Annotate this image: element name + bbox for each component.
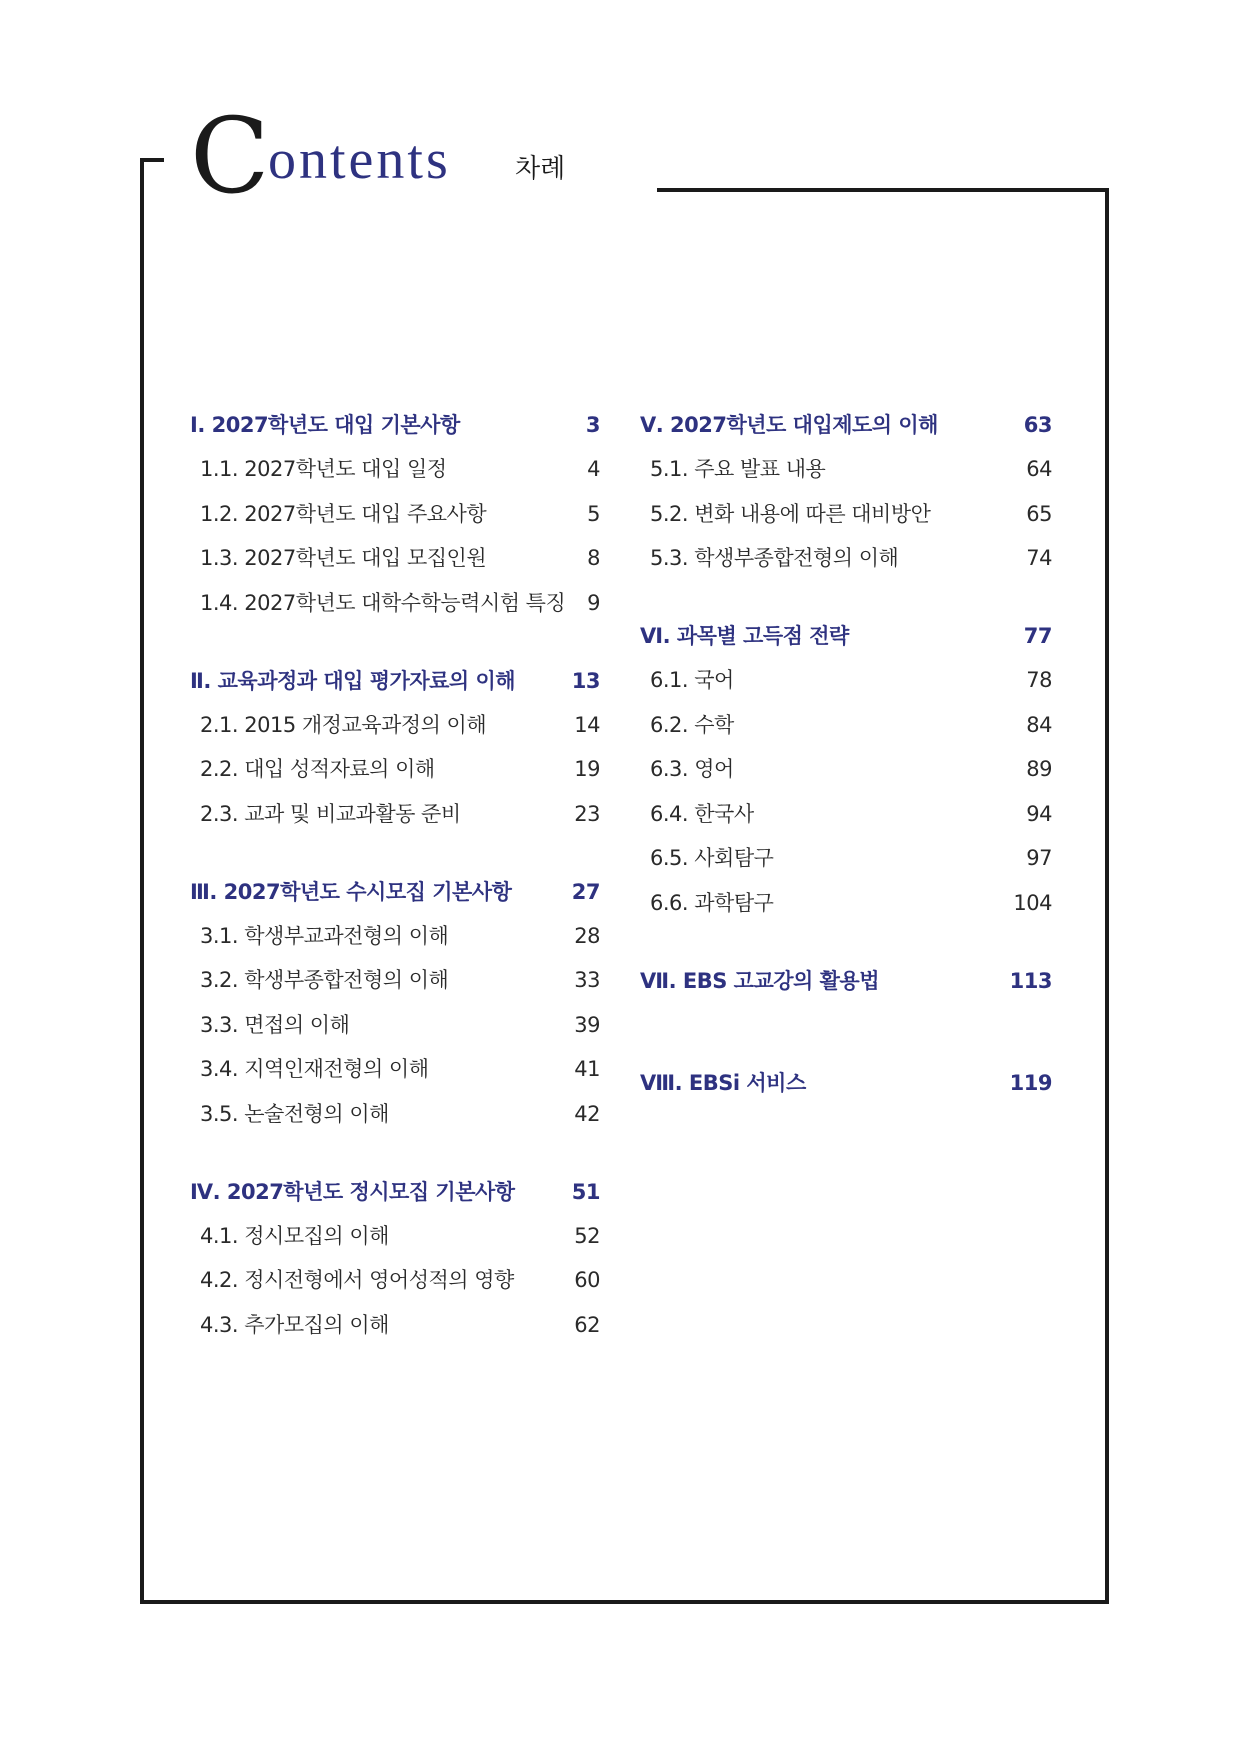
toc-item[interactable] <box>190 710 600 740</box>
chapter-page: 113 <box>1009 968 1052 993</box>
frame-right-border <box>1105 188 1109 1604</box>
item-title: 1.2. 2027학년도 대입 주요사항 <box>200 501 487 526</box>
item-page: 60 <box>574 1268 600 1292</box>
item-page: 33 <box>574 968 600 992</box>
frame-top-right-border <box>657 188 1109 192</box>
chapter-page: 13 <box>571 668 600 693</box>
toc-item[interactable] <box>190 454 600 484</box>
item-page: 4 <box>587 457 600 481</box>
toc-item[interactable] <box>190 921 600 951</box>
item-title: 3.4. 지역인재전형의 이해 <box>200 1057 429 1081</box>
item-title: 4.1. 정시모집의 이해 <box>200 1223 389 1248</box>
toc-section <box>190 877 600 1129</box>
chapter-page: 51 <box>571 1179 600 1204</box>
item-page: 89 <box>1026 757 1052 781</box>
toc-item[interactable] <box>190 799 600 829</box>
item-title: 6.5. 사회탐구 <box>650 846 774 870</box>
item-page: 65 <box>1026 501 1052 526</box>
item-title: 2.2. 대입 성적자료의 이해 <box>200 757 435 781</box>
toc-item[interactable] <box>640 799 1052 829</box>
toc-section <box>640 966 1052 996</box>
toc-item[interactable] <box>640 754 1052 784</box>
chapter-page: 119 <box>1009 1070 1052 1095</box>
item-title: 4.2. 정시전형에서 영어성적의 영향 <box>200 1268 514 1292</box>
item-page: 94 <box>1026 801 1052 826</box>
toc-section <box>640 1068 1052 1098</box>
title-initial: C <box>190 95 270 217</box>
item-title: 3.5. 논술전형의 이해 <box>200 1101 389 1126</box>
toc-item[interactable] <box>640 888 1052 918</box>
chapter-row[interactable] <box>640 1068 1052 1098</box>
chapter-row[interactable] <box>190 1177 600 1207</box>
chapter-row[interactable] <box>640 621 1052 651</box>
item-title: 4.3. 추가모집의 이해 <box>200 1312 389 1337</box>
chapter-title: Ⅴ. 2027학년도 대입제도의 이해 <box>640 413 938 437</box>
toc-item[interactable] <box>640 665 1052 695</box>
item-page: 14 <box>574 712 600 737</box>
toc-item[interactable] <box>190 1265 600 1295</box>
chapter-title: Ⅰ. 2027학년도 대입 기본사항 <box>190 413 460 437</box>
toc-section <box>190 410 600 618</box>
toc-section <box>640 621 1052 918</box>
chapter-row[interactable] <box>190 877 600 907</box>
chapter-page: 3 <box>585 413 600 437</box>
item-page: 74 <box>1026 546 1052 570</box>
item-page: 42 <box>574 1101 600 1126</box>
item-page: 23 <box>574 801 600 826</box>
chapter-page: 27 <box>571 879 600 904</box>
item-page: 28 <box>574 923 600 948</box>
item-page: 5 <box>587 501 600 526</box>
item-page: 104 <box>1013 890 1052 915</box>
chapter-page: 77 <box>1023 624 1052 648</box>
chapter-title: Ⅷ. EBSi 서비스 <box>640 1070 806 1095</box>
toc-section <box>640 410 1052 573</box>
chapter-row[interactable] <box>190 410 600 440</box>
chapter-title: Ⅲ. 2027학년도 수시모집 기본사항 <box>190 879 512 904</box>
item-page: 41 <box>574 1057 600 1081</box>
chapter-row[interactable] <box>640 410 1052 440</box>
item-page: 39 <box>574 1012 600 1037</box>
chapter-title: Ⅵ. 과목별 고득점 전략 <box>640 624 849 648</box>
toc-item[interactable] <box>190 588 600 618</box>
toc-item[interactable] <box>640 454 1052 484</box>
toc-left-column <box>190 410 600 1388</box>
item-page: 64 <box>1026 457 1052 481</box>
item-title: 3.3. 면접의 이해 <box>200 1012 350 1037</box>
item-title: 3.2. 학생부종합전형의 이해 <box>200 968 449 992</box>
toc-item[interactable] <box>190 1099 600 1129</box>
title-rest: ontents <box>268 129 451 191</box>
item-page: 62 <box>574 1312 600 1337</box>
toc-item[interactable] <box>190 1221 600 1251</box>
item-title: 3.1. 학생부교과전형의 이해 <box>200 923 449 948</box>
item-page: 78 <box>1026 668 1052 692</box>
toc-item[interactable] <box>640 843 1052 873</box>
chapter-title: Ⅳ. 2027학년도 정시모집 기본사항 <box>190 1179 515 1204</box>
frame-bottom-border <box>140 1600 1109 1604</box>
item-title: 6.1. 국어 <box>650 668 734 692</box>
item-title: 1.3. 2027학년도 대입 모집인원 <box>200 546 487 570</box>
item-page: 84 <box>1026 712 1052 737</box>
toc-item[interactable] <box>190 1054 600 1084</box>
item-page: 8 <box>587 546 600 570</box>
toc-item[interactable] <box>190 754 600 784</box>
chapter-row[interactable] <box>190 666 600 696</box>
toc-item[interactable] <box>640 543 1052 573</box>
frame-top-left-border <box>140 158 164 162</box>
item-title: 1.1. 2027학년도 대입 일정 <box>200 457 447 481</box>
toc-item[interactable] <box>640 710 1052 740</box>
item-page: 52 <box>574 1223 600 1248</box>
item-title: 2.1. 2015 개정교육과정의 이해 <box>200 712 487 737</box>
item-title: 6.6. 과학탐구 <box>650 890 774 915</box>
chapter-page: 63 <box>1023 413 1052 437</box>
chapter-title: Ⅶ. EBS 고교강의 활용법 <box>640 968 879 993</box>
item-title: 6.3. 영어 <box>650 757 734 781</box>
item-title: 1.4. 2027학년도 대학수학능력시험 특징 <box>200 590 566 615</box>
item-page: 19 <box>574 757 600 781</box>
item-title: 5.2. 변화 내용에 따른 대비방안 <box>650 501 931 526</box>
toc-right-column <box>640 410 1052 1146</box>
item-title: 6.2. 수학 <box>650 712 734 737</box>
toc-item[interactable] <box>190 1010 600 1040</box>
toc-section <box>190 1177 600 1340</box>
chapter-row[interactable] <box>640 966 1052 996</box>
page-subtitle: 차례 <box>515 154 566 184</box>
toc-item[interactable] <box>190 1310 600 1340</box>
chapter-title: Ⅱ. 교육과정과 대입 평가자료의 이해 <box>190 668 516 693</box>
toc-item[interactable] <box>640 499 1052 529</box>
item-title: 5.1. 주요 발표 내용 <box>650 457 826 481</box>
item-page: 9 <box>587 590 600 615</box>
toc-item[interactable] <box>190 499 600 529</box>
toc-item[interactable] <box>190 543 600 573</box>
toc-item[interactable] <box>190 965 600 995</box>
toc-section <box>190 666 600 829</box>
item-title: 6.4. 한국사 <box>650 801 754 826</box>
item-title: 2.3. 교과 및 비교과활동 준비 <box>200 801 461 826</box>
page-header <box>190 95 650 218</box>
item-page: 97 <box>1026 846 1052 870</box>
frame-left-border <box>140 158 144 1604</box>
item-title: 5.3. 학생부종합전형의 이해 <box>650 546 899 570</box>
